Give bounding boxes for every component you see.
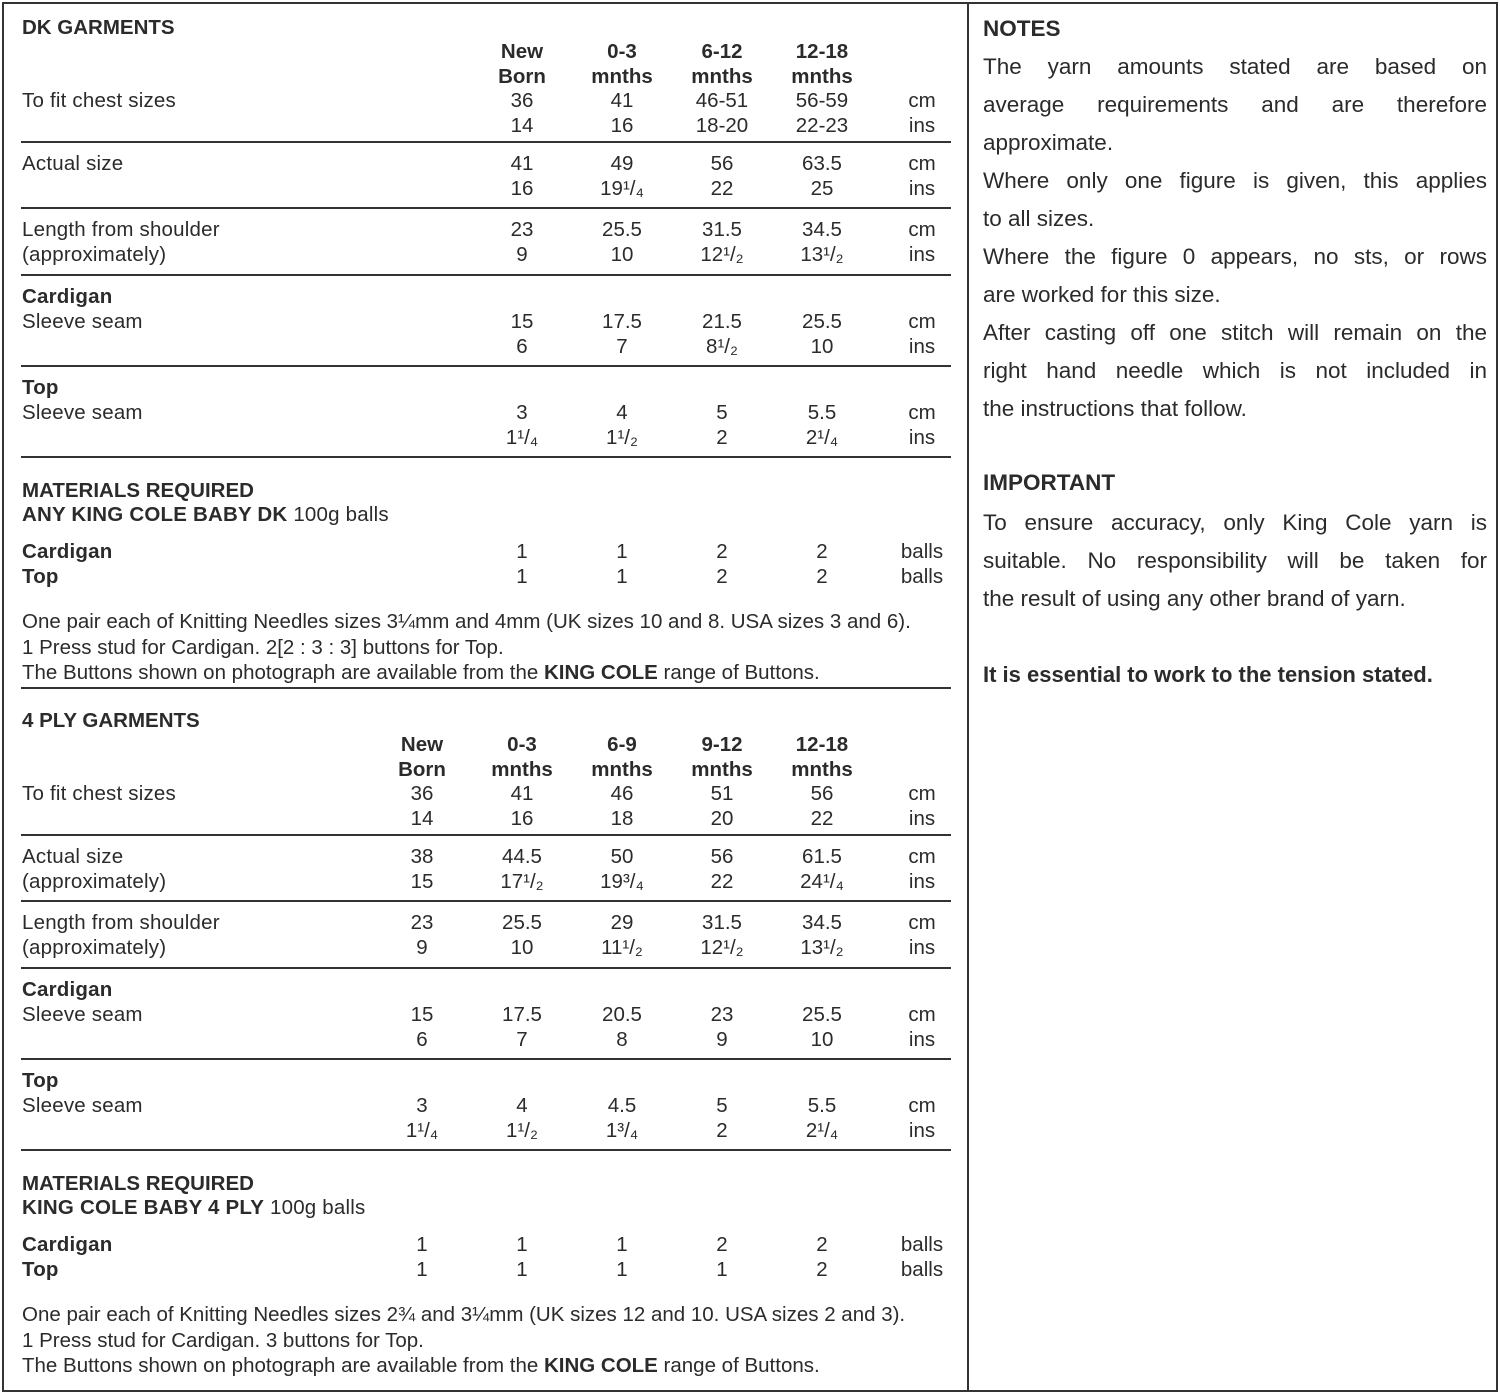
dk-cell-ins: 25 — [810, 176, 834, 200]
ply4-row-sublabel: Sleeve seam — [22, 1093, 143, 1117]
ply4-cell-ins: 1³/₄ — [605, 1118, 639, 1142]
ply4-balls-cell: 1 — [616, 1233, 628, 1256]
dk-col-head-bottom: mnths — [791, 64, 853, 88]
ply4-cell-cm: 25.5 — [502, 911, 542, 934]
dk-cell-cm: 25.5 — [602, 218, 642, 241]
ply4-cell-cm: 61.5 — [802, 845, 842, 868]
row-rule — [21, 365, 951, 367]
dk-yarn-weight: 100g balls — [287, 503, 389, 526]
ply4-buttons-text — [22, 1353, 820, 1378]
ply4-cell-cm: 5.5 — [807, 1094, 837, 1117]
ply4-balls-unit: balls — [900, 1257, 944, 1281]
ply4-cell-ins: 7 — [516, 1027, 528, 1051]
ply4-cell-ins: 24¹/₄ — [800, 869, 844, 893]
dk-row-label: Top — [22, 376, 59, 399]
dk-cell-cm: 23 — [510, 218, 534, 241]
ply4-cell-cm: 34.5 — [802, 911, 842, 934]
dk-cell-cm: 56 — [710, 152, 734, 175]
dk-row-label: Length from shoulder — [22, 218, 220, 241]
dk-buttons-text-a: The Buttons shown on photograph are available from the — [22, 661, 544, 684]
ply4-cell-cm: 46 — [610, 782, 634, 805]
ply4-row-label: Actual size — [22, 845, 124, 868]
dk-cell-cm: 25.5 — [802, 310, 842, 333]
dk-unit-cm: cm — [908, 89, 936, 112]
text-line: The yarn amounts stated are based on — [983, 54, 1487, 79]
tension-note: It is essential to work to the tension stated. — [983, 662, 1433, 687]
ply4-cell-cm: 23 — [410, 911, 434, 934]
text-line: right hand needle which is not included in — [983, 358, 1487, 383]
dk-col-head-bottom: Born — [498, 64, 546, 88]
dk-row-label: Cardigan — [22, 285, 113, 308]
ply4-yarn-name: KING COLE BABY 4 PLY — [22, 1196, 265, 1219]
dk-cell-ins: 6 — [516, 334, 528, 358]
dk-cell-cm: 17.5 — [602, 310, 642, 333]
row-rule — [21, 1058, 951, 1060]
ply4-balls-cell: 2 — [816, 1233, 828, 1256]
text-line: Where the figure 0 appears, no sts, or rows — [983, 244, 1487, 269]
sizes-column — [4, 4, 967, 1390]
dk-balls-cell: 1 — [516, 540, 528, 563]
dk-col-head-top: 0-3 — [607, 40, 637, 63]
dk-unit-ins: ins — [908, 242, 936, 266]
ply4-cell-cm: 44.5 — [502, 845, 542, 868]
ply4-cell-cm: 25.5 — [802, 1003, 842, 1026]
dk-row-sublabel: Sleeve seam — [22, 400, 143, 424]
text-line: the instructions that follow. — [983, 396, 1247, 421]
dk-unit-ins: ins — [908, 176, 936, 200]
dk-row-label: To fit chest sizes — [22, 89, 176, 112]
ply4-unit-cm: cm — [908, 782, 936, 805]
ply4-cell-cm: 23 — [710, 1003, 734, 1026]
ply4-balls-cell: 1 — [416, 1257, 428, 1281]
row-rule — [21, 1149, 951, 1151]
ply4-needles-text: One pair each of Knitting Needles sizes 2¾ and 3¼mm (UK sizes 12 and 10. USA sizes 2 and 3). — [22, 1303, 906, 1326]
dk-cell-ins: 12¹/₂ — [700, 242, 744, 266]
ply4-cell-ins: 8 — [616, 1027, 628, 1051]
dk-cell-cm: 5 — [716, 401, 728, 424]
ply4-cell-cm: 3 — [416, 1094, 428, 1117]
dk-brand-name: KING COLE — [543, 661, 658, 684]
ply4-balls-cell: 1 — [516, 1257, 528, 1281]
ply4-cell-ins: 18 — [610, 806, 634, 830]
ply4-cell-ins: 6 — [416, 1027, 428, 1051]
dk-cell-cm: 56-59 — [795, 89, 849, 112]
ply4-cell-ins: 11¹/₂ — [601, 935, 643, 959]
dk-cell-ins: 9 — [516, 242, 528, 266]
ply4-cell-ins: 22 — [810, 806, 834, 830]
dk-unit-cm: cm — [908, 310, 936, 333]
dk-balls-unit: balls — [900, 564, 944, 588]
row-rule — [21, 274, 951, 276]
dk-cell-ins: 13¹/₂ — [800, 242, 844, 266]
ply4-title: 4 PLY GARMENTS — [22, 709, 200, 732]
ply4-fastenings-text: 1 Press stud for Cardigan. 3 buttons for Top. — [22, 1329, 424, 1352]
dk-unit-cm: cm — [908, 401, 936, 424]
dk-cell-ins: 18-20 — [695, 113, 749, 137]
ply4-row-label: Cardigan — [22, 978, 113, 1001]
important-title: IMPORTANT — [983, 470, 1116, 495]
ply4-unit-ins: ins — [908, 806, 936, 830]
row-rule — [21, 141, 951, 143]
dk-cell-ins: 2¹/₄ — [805, 425, 839, 449]
ply4-row-sublabel: (approximately) — [22, 935, 167, 959]
ply4-balls-cell: 1 — [616, 1257, 628, 1281]
ply4-cell-cm: 41 — [510, 782, 534, 805]
text-line: Where only one figure is given, this applies — [983, 168, 1487, 193]
dk-buttons-text-c: range of Buttons. — [657, 661, 820, 684]
ply4-unit-ins: ins — [908, 869, 936, 893]
ply4-cell-cm: 4 — [516, 1094, 528, 1117]
notes-title: NOTES — [983, 16, 1061, 41]
ply4-cell-cm: 29 — [610, 911, 634, 934]
ply4-balls-cell: 1 — [716, 1257, 728, 1281]
row-rule — [21, 456, 951, 458]
dk-balls-unit: balls — [900, 540, 944, 563]
ply4-col-head-top: 0-3 — [507, 733, 537, 756]
row-rule — [21, 967, 951, 969]
dk-balls-cell: 1 — [616, 564, 628, 588]
ply4-cell-cm: 38 — [410, 845, 434, 868]
ply4-unit-cm: cm — [908, 845, 936, 868]
ply4-col-head-bottom: mnths — [691, 757, 753, 781]
ply4-col-head-bottom: Born — [398, 757, 446, 781]
dk-unit-ins: ins — [908, 334, 936, 358]
ply4-row-label: Length from shoulder — [22, 911, 220, 934]
ply4-buttons-text-a: The Buttons shown on photograph are available from the — [22, 1354, 544, 1377]
dk-cell-cm: 3 — [516, 401, 528, 424]
text-line: suitable. No responsibility will be taken for — [983, 548, 1487, 573]
ply4-balls-label: Top — [22, 1257, 59, 1281]
ply4-cell-ins: 17¹/₂ — [500, 869, 544, 893]
text-line: are worked for this size. — [983, 282, 1221, 307]
ply4-balls-cell: 1 — [516, 1233, 528, 1256]
dk-needles-text: One pair each of Knitting Needles sizes 3¼mm and 4mm (UK sizes 10 and 8. USA sizes 3 and 6). — [22, 610, 911, 633]
ply4-unit-cm: cm — [908, 1094, 936, 1117]
dk-cell-ins: 19¹/₄ — [600, 176, 644, 200]
dk-yarn-line — [22, 503, 389, 528]
dk-cell-ins: 22 — [710, 176, 734, 200]
dk-balls-label: Cardigan — [22, 540, 113, 563]
dk-balls-cell: 2 — [816, 540, 828, 563]
ply4-unit-cm: cm — [908, 911, 936, 934]
text-line: average requirements and are therefore — [983, 92, 1487, 117]
row-rule — [21, 900, 951, 902]
dk-cell-cm: 49 — [610, 152, 634, 175]
ply4-cell-cm: 56 — [710, 845, 734, 868]
ply4-cell-ins: 9 — [716, 1027, 728, 1051]
ply4-cell-ins: 22 — [710, 869, 734, 893]
ply4-col-head-bottom: mnths — [591, 757, 653, 781]
ply4-cell-ins: 1¹/₂ — [506, 1118, 538, 1142]
ply4-col-head-bottom: mnths — [791, 757, 853, 781]
ply4-col-head-bottom: mnths — [491, 757, 553, 781]
dk-cell-cm: 41 — [510, 152, 534, 175]
ply4-buttons-text-c: range of Buttons. — [657, 1354, 820, 1377]
dk-cell-ins: 16 — [610, 113, 634, 137]
ply4-col-head-top: 12-18 — [795, 733, 849, 756]
ply4-cell-cm: 31.5 — [702, 911, 742, 934]
dk-cell-cm: 41 — [610, 89, 634, 112]
ply4-unit-cm: cm — [908, 1003, 936, 1026]
ply4-cell-ins: 16 — [510, 806, 534, 830]
dk-materials-title: MATERIALS REQUIRED — [22, 479, 254, 502]
ply4-unit-ins: ins — [908, 1118, 936, 1142]
ply4-row-sublabel: (approximately) — [22, 869, 167, 893]
ply4-cell-ins: 12¹/₂ — [700, 935, 744, 959]
dk-cell-ins: 14 — [510, 113, 534, 137]
ply4-cell-cm: 5 — [716, 1094, 728, 1117]
dk-col-head-bottom: mnths — [591, 64, 653, 88]
dk-cell-ins: 7 — [616, 334, 628, 358]
ply4-cell-ins: 2¹/₄ — [805, 1118, 839, 1142]
dk-cell-ins: 1¹/₄ — [505, 425, 539, 449]
important-text — [983, 504, 1487, 618]
ply4-cell-ins: 13¹/₂ — [800, 935, 844, 959]
ply4-cell-cm: 56 — [810, 782, 834, 805]
dk-balls-cell: 1 — [616, 540, 628, 563]
notes-text — [983, 48, 1487, 428]
ply4-cell-ins: 10 — [810, 1027, 834, 1051]
dk-unit-ins: ins — [908, 113, 936, 137]
ply4-brand-name: KING COLE — [543, 1354, 658, 1377]
dk-cell-ins: 16 — [510, 176, 534, 200]
dk-balls-label: Top — [22, 564, 59, 588]
dk-cell-cm: 46-51 — [695, 89, 749, 112]
dk-cell-cm: 63.5 — [802, 152, 842, 175]
text-line: To ensure accuracy, only King Cole yarn is — [983, 510, 1487, 535]
pattern-page — [2, 2, 1498, 1392]
ply4-materials-title: MATERIALS REQUIRED — [22, 1172, 254, 1195]
ply4-yarn-line — [22, 1196, 365, 1221]
dk-col-head-bottom: mnths — [691, 64, 753, 88]
dk-row-sublabel: Sleeve seam — [22, 309, 143, 333]
ply4-cell-cm: 51 — [710, 782, 734, 805]
ply4-balls-cell: 2 — [816, 1257, 828, 1281]
dk-cell-ins: 2 — [716, 425, 728, 449]
dk-cell-ins: 22-23 — [795, 113, 849, 137]
dk-cell-cm: 31.5 — [702, 218, 742, 241]
section-rule — [21, 687, 951, 689]
ply4-cell-cm: 36 — [410, 782, 434, 805]
ply4-cell-ins: 19³/₄ — [600, 869, 644, 893]
ply4-row-label: To fit chest sizes — [22, 782, 176, 805]
ply4-cell-ins: 15 — [410, 869, 434, 893]
dk-cell-cm: 15 — [510, 310, 534, 333]
ply4-cell-cm: 4.5 — [607, 1094, 637, 1117]
dk-col-head-top: New — [500, 40, 544, 63]
ply4-cell-ins: 20 — [710, 806, 734, 830]
ply4-col-head-top: 6-9 — [607, 733, 637, 756]
ply4-balls-unit: balls — [900, 1233, 944, 1256]
dk-cell-cm: 5.5 — [807, 401, 837, 424]
ply4-unit-ins: ins — [908, 1027, 936, 1051]
text-line: the result of using any other brand of yarn. — [983, 586, 1406, 611]
ply4-cell-cm: 15 — [410, 1003, 434, 1026]
ply4-balls-cell: 2 — [716, 1233, 728, 1256]
dk-cell-cm: 34.5 — [802, 218, 842, 241]
ply4-row-sublabel: Sleeve seam — [22, 1002, 143, 1026]
dk-fastenings-text: 1 Press stud for Cardigan. 2[2 : 3 : 3] buttons for Top. — [22, 636, 504, 659]
dk-balls-cell: 2 — [816, 564, 828, 588]
dk-col-head-top: 12-18 — [795, 40, 849, 63]
dk-unit-ins: ins — [908, 425, 936, 449]
dk-balls-cell: 2 — [716, 564, 728, 588]
dk-cell-ins: 8¹/₂ — [706, 334, 738, 358]
notes-column — [969, 4, 1496, 1390]
dk-row-sublabel: (approximately) — [22, 242, 167, 266]
dk-cell-ins: 1¹/₂ — [606, 425, 638, 449]
ply4-balls-cell: 1 — [416, 1233, 428, 1256]
ply4-cell-cm: 17.5 — [502, 1003, 542, 1026]
dk-cell-cm: 4 — [616, 401, 628, 424]
ply4-cell-ins: 10 — [510, 935, 534, 959]
ply4-cell-ins: 14 — [410, 806, 434, 830]
row-rule — [21, 834, 951, 836]
dk-balls-cell: 1 — [516, 564, 528, 588]
ply4-row-label: Top — [22, 1069, 59, 1092]
ply4-balls-label: Cardigan — [22, 1233, 113, 1256]
text-line: to all sizes. — [983, 206, 1095, 231]
ply4-cell-cm: 20.5 — [602, 1003, 642, 1026]
ply4-cell-ins: 2 — [716, 1118, 728, 1142]
ply4-cell-ins: 1¹/₄ — [405, 1118, 439, 1142]
ply4-cell-ins: 9 — [416, 935, 428, 959]
dk-cell-ins: 10 — [610, 242, 634, 266]
ply4-unit-ins: ins — [908, 935, 936, 959]
dk-balls-cell: 2 — [716, 540, 728, 563]
dk-unit-cm: cm — [908, 218, 936, 241]
text-line: After casting off one stitch will remain on the — [983, 320, 1487, 345]
dk-yarn-name: ANY KING COLE BABY DK — [22, 503, 288, 526]
ply4-col-head-top: 9-12 — [701, 733, 743, 756]
ply4-col-head-top: New — [400, 733, 444, 756]
dk-cell-cm: 36 — [510, 89, 534, 112]
row-rule — [21, 207, 951, 209]
dk-cell-cm: 21.5 — [702, 310, 742, 333]
dk-cell-ins: 10 — [810, 334, 834, 358]
dk-unit-cm: cm — [908, 152, 936, 175]
dk-row-label: Actual size — [22, 152, 124, 175]
dk-title: DK GARMENTS — [22, 16, 175, 39]
ply4-cell-cm: 50 — [610, 845, 634, 868]
ply4-yarn-weight: 100g balls — [264, 1196, 366, 1219]
text-line: approximate. — [983, 130, 1114, 155]
dk-col-head-top: 6-12 — [701, 40, 743, 63]
dk-buttons-text — [22, 660, 820, 685]
